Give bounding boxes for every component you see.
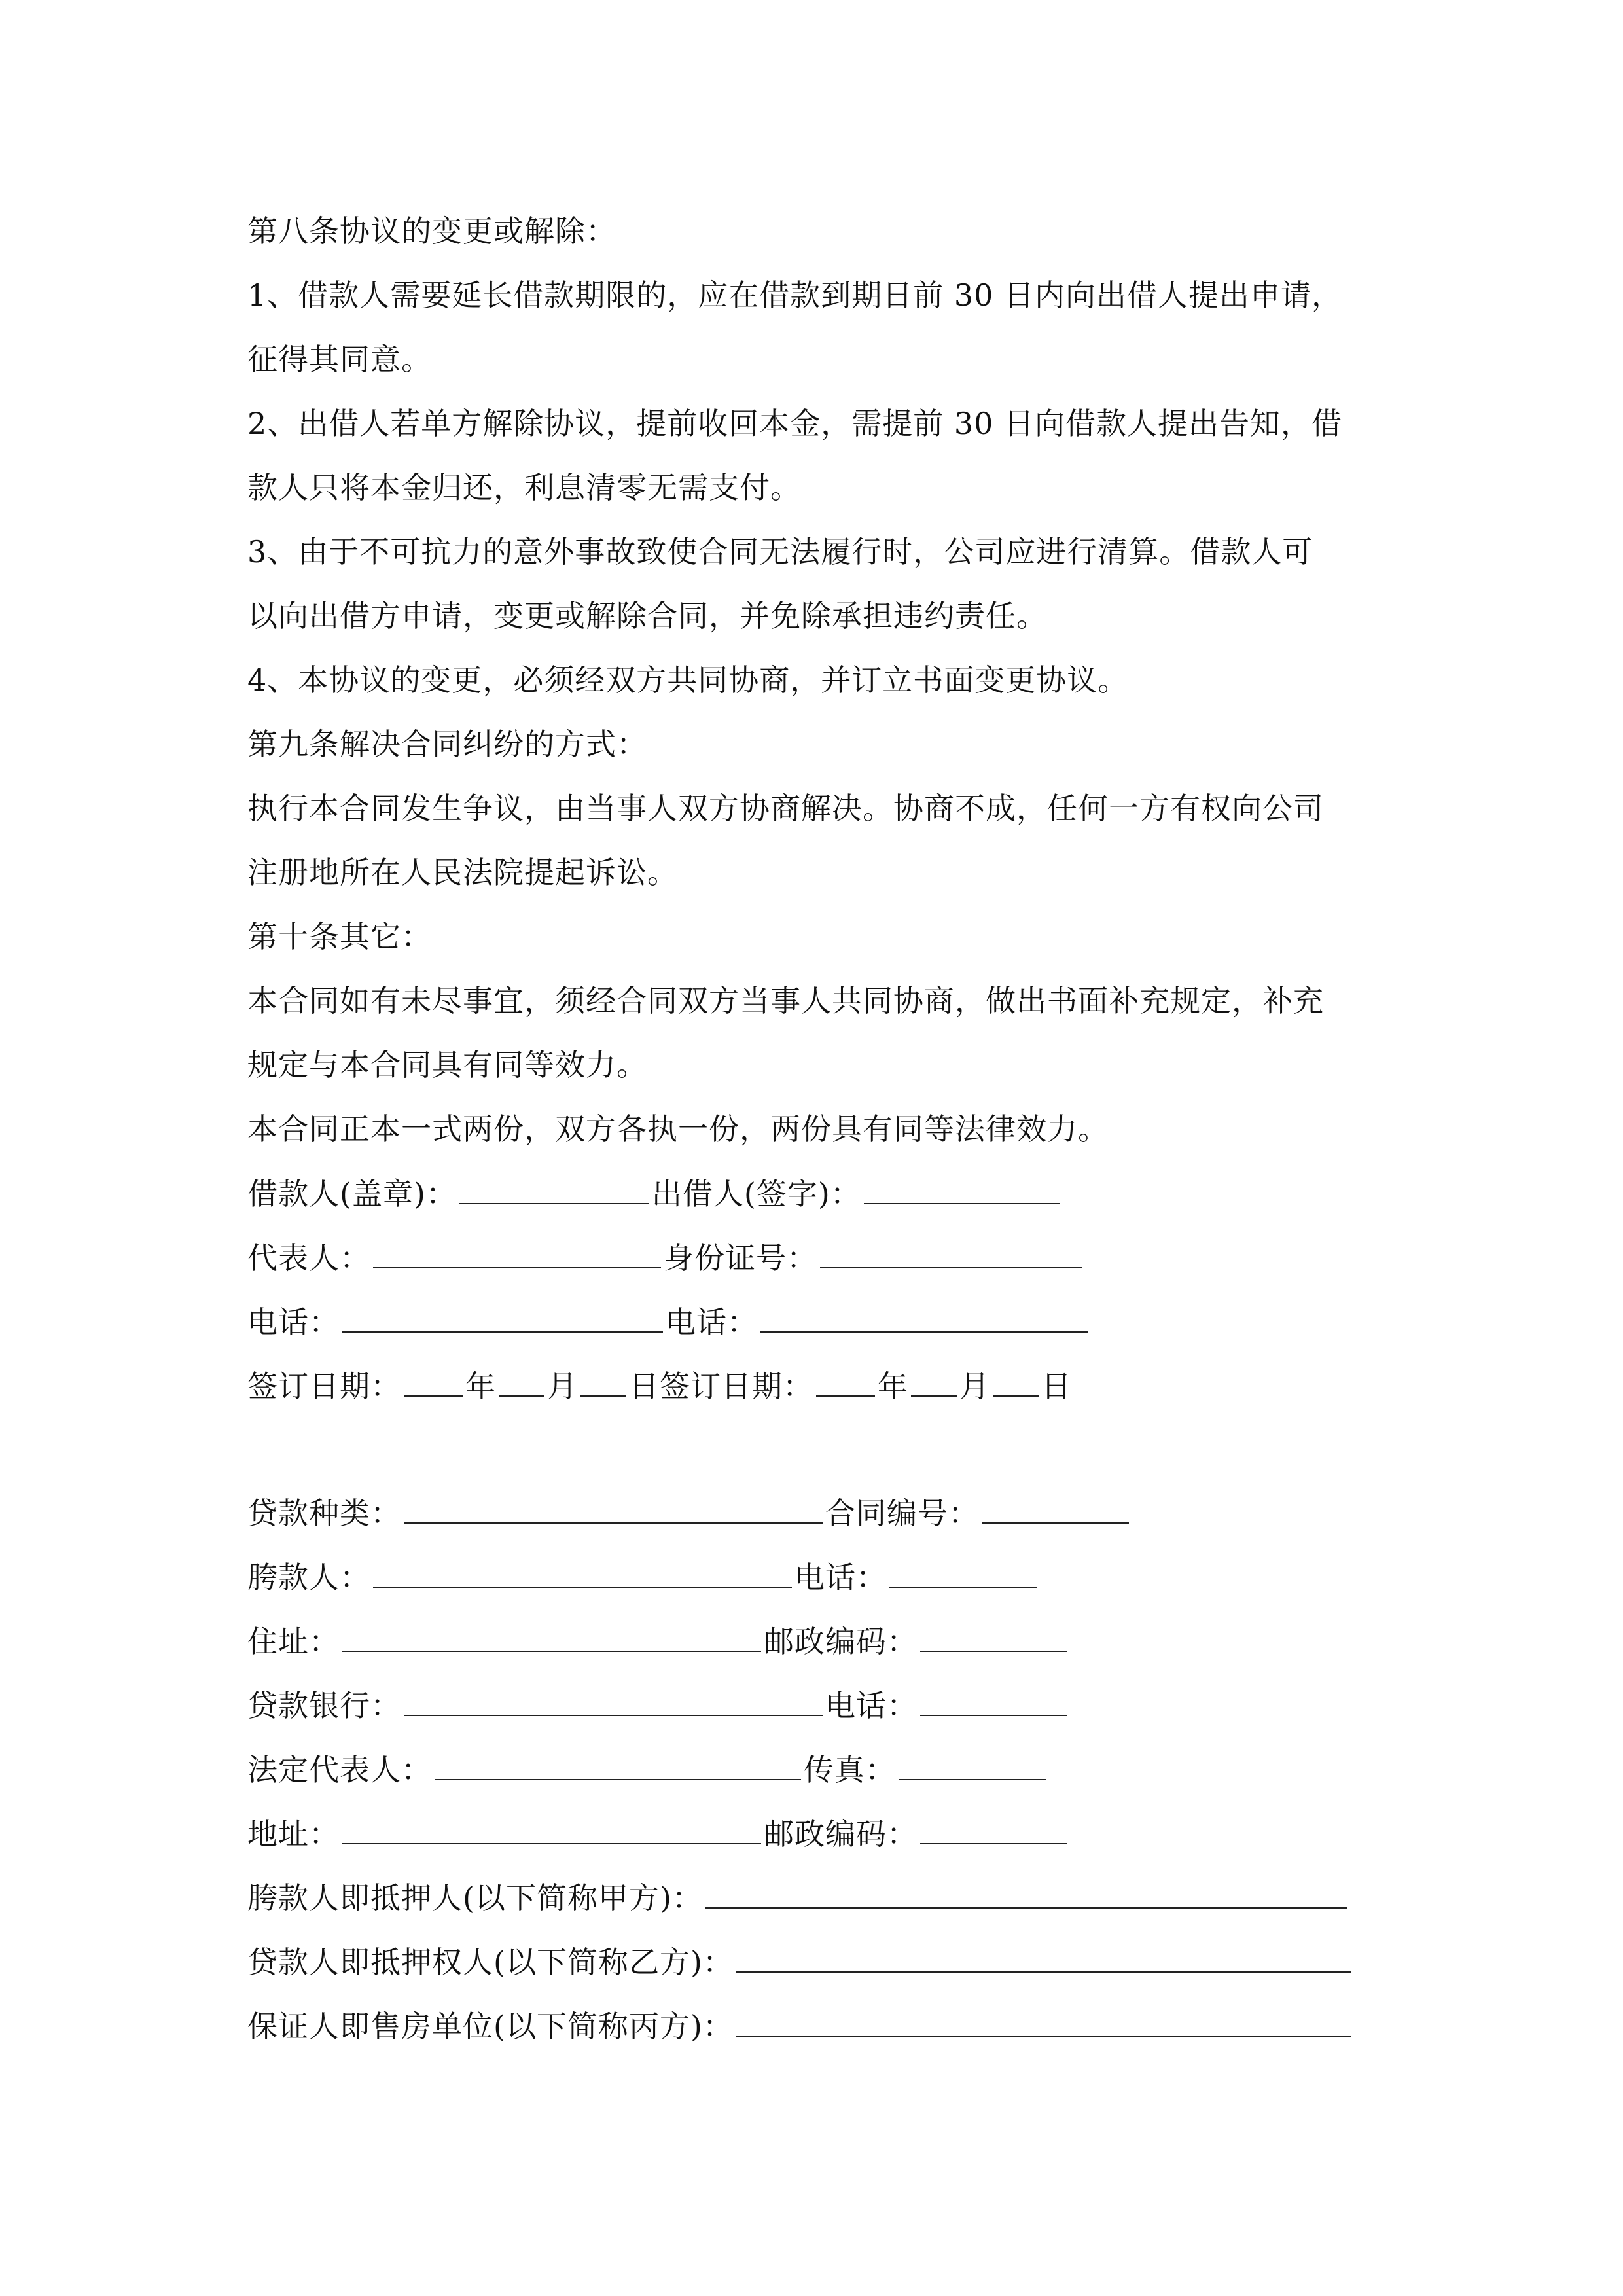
loan-form-row-5	[247, 1754, 1048, 1785]
phone-a-field[interactable]	[889, 1562, 1037, 1588]
sign-date-1-year-field[interactable]	[404, 1371, 463, 1397]
borrower-seal-field[interactable]	[459, 1178, 649, 1204]
lender-sign-label: 出借人(签字)：	[651, 1176, 861, 1211]
article-10-copies: 本合同正本一式两份，双方各执一份，两份具有同等法律效力。	[247, 1111, 1109, 1147]
loan-type-field[interactable]	[404, 1498, 823, 1524]
article-9-text-cont: 注册地所在人民法院提起诉讼。	[247, 855, 678, 890]
loan-type-label: 贷款种类：	[247, 1496, 401, 1531]
phone-2-field[interactable]	[760, 1306, 1088, 1333]
phone-1-label: 电话：	[247, 1304, 340, 1340]
signature-row-1	[247, 1178, 1063, 1209]
sign-date-1-label: 签订日期：	[247, 1369, 401, 1404]
article-10-text-cont: 规定与本合同具有同等效力。	[247, 1047, 647, 1083]
year-label: 年	[878, 1369, 908, 1404]
year-label: 年	[465, 1369, 496, 1404]
phone-b-label: 电话：	[825, 1688, 918, 1723]
sign-date-1-day-field[interactable]	[580, 1371, 626, 1397]
postcode-a-label: 邮政编码：	[764, 1624, 918, 1659]
borrower-label: 胯款人：	[247, 1560, 370, 1595]
article-8-item-1: 1、借款人需要延长借款期限的，应在借款到期日前 30 日内向出借人提出申请，	[247, 278, 1343, 313]
month-label: 月	[547, 1369, 578, 1404]
phone-b-field[interactable]	[920, 1690, 1067, 1716]
phone-2-label: 电话：	[666, 1304, 758, 1340]
article-8-item-1-cont: 征得其同意。	[247, 342, 432, 377]
party-b-label: 贷款人即抵押权人(以下简称乙方)：	[247, 1945, 734, 1980]
contract-no-label: 合同编号：	[825, 1496, 979, 1531]
address-field[interactable]	[342, 1626, 761, 1652]
contract-no-field[interactable]	[982, 1498, 1129, 1524]
day-label: 日	[1041, 1369, 1072, 1404]
day-label: 日	[629, 1369, 660, 1404]
id-number-field[interactable]	[820, 1242, 1082, 1268]
representative-field[interactable]	[373, 1242, 661, 1268]
sign-date-2-year-field[interactable]	[816, 1371, 875, 1397]
legal-rep-field[interactable]	[435, 1754, 801, 1780]
postcode-a-field[interactable]	[920, 1626, 1067, 1652]
location-label: 地址：	[247, 1816, 340, 1852]
party-c-field[interactable]	[736, 2011, 1351, 2037]
loan-form-row-9	[247, 2009, 1354, 2044]
borrower-field[interactable]	[373, 1562, 792, 1588]
fax-field[interactable]	[899, 1754, 1046, 1780]
signature-row-3	[247, 1304, 1090, 1340]
party-b-field[interactable]	[736, 1946, 1351, 1973]
loan-form-row-6	[247, 1816, 1070, 1852]
loan-form-row-8	[247, 1945, 1354, 1980]
sign-date-2-month-field[interactable]	[911, 1371, 957, 1397]
sign-date-2-day-field[interactable]	[993, 1371, 1039, 1397]
sign-date-1-month-field[interactable]	[499, 1371, 544, 1397]
article-8-title: 第八条协议的变更或解除：	[247, 213, 616, 249]
sign-date-2-label: 签订日期：	[660, 1369, 813, 1404]
article-8-item-4: 4、本协议的变更，必须经双方共同协商，并订立书面变更协议。	[247, 662, 1129, 698]
bank-label: 贷款银行：	[247, 1688, 401, 1723]
article-10-text: 本合同如有未尽事宜，须经合同双方当事人共同协商，做出书面补充规定，补充	[247, 983, 1324, 1018]
id-number-label: 身份证号：	[664, 1240, 817, 1276]
postcode-b-field[interactable]	[920, 1818, 1067, 1844]
signature-row-4	[247, 1369, 1072, 1404]
loan-form-row-1	[247, 1496, 1132, 1531]
phone-1-field[interactable]	[342, 1306, 663, 1333]
article-8-item-3: 3、由于不可抗力的意外事故致使合同无法履行时，公司应进行清算。借款人可	[247, 534, 1313, 569]
loan-form-row-3	[247, 1626, 1070, 1657]
legal-rep-label: 法定代表人：	[247, 1752, 432, 1787]
bank-field[interactable]	[404, 1690, 823, 1716]
signature-row-2	[247, 1240, 1084, 1276]
lender-sign-field[interactable]	[864, 1178, 1060, 1204]
article-8-item-3-cont: 以向出借方申请，变更或解除合同，并免除承担违约责任。	[247, 598, 1047, 634]
article-9-text: 执行本合同发生争议，由当事人双方协商解决。协商不成，任何一方有权向公司	[247, 791, 1324, 826]
location-field[interactable]	[342, 1818, 761, 1844]
borrower-seal-label: 借款人(盖章)：	[247, 1176, 457, 1211]
article-9-title: 第九条解决合同纠纷的方式：	[247, 726, 647, 762]
party-c-label: 保证人即售房单位(以下简称丙方)：	[247, 2009, 734, 2044]
loan-form-row-7	[247, 1880, 1349, 1916]
article-8-item-2: 2、出借人若单方解除协议，提前收回本金，需提前 30 日向借款人提出告知，借	[247, 406, 1343, 441]
article-8-item-2-cont: 款人只将本金归还，利息清零无需支付。	[247, 470, 801, 505]
loan-form-row-2	[247, 1560, 1039, 1595]
month-label: 月	[959, 1369, 990, 1404]
address-label: 住址：	[247, 1624, 340, 1659]
loan-form-row-4	[247, 1690, 1070, 1721]
phone-a-label: 电话：	[794, 1560, 887, 1595]
party-a-label: 胯款人即抵押人(以下简称甲方)：	[247, 1880, 703, 1916]
fax-label: 传真：	[804, 1752, 896, 1787]
postcode-b-label: 邮政编码：	[764, 1816, 918, 1852]
party-a-field[interactable]	[705, 1882, 1347, 1909]
representative-label: 代表人：	[247, 1240, 370, 1276]
article-10-title: 第十条其它：	[247, 919, 432, 954]
